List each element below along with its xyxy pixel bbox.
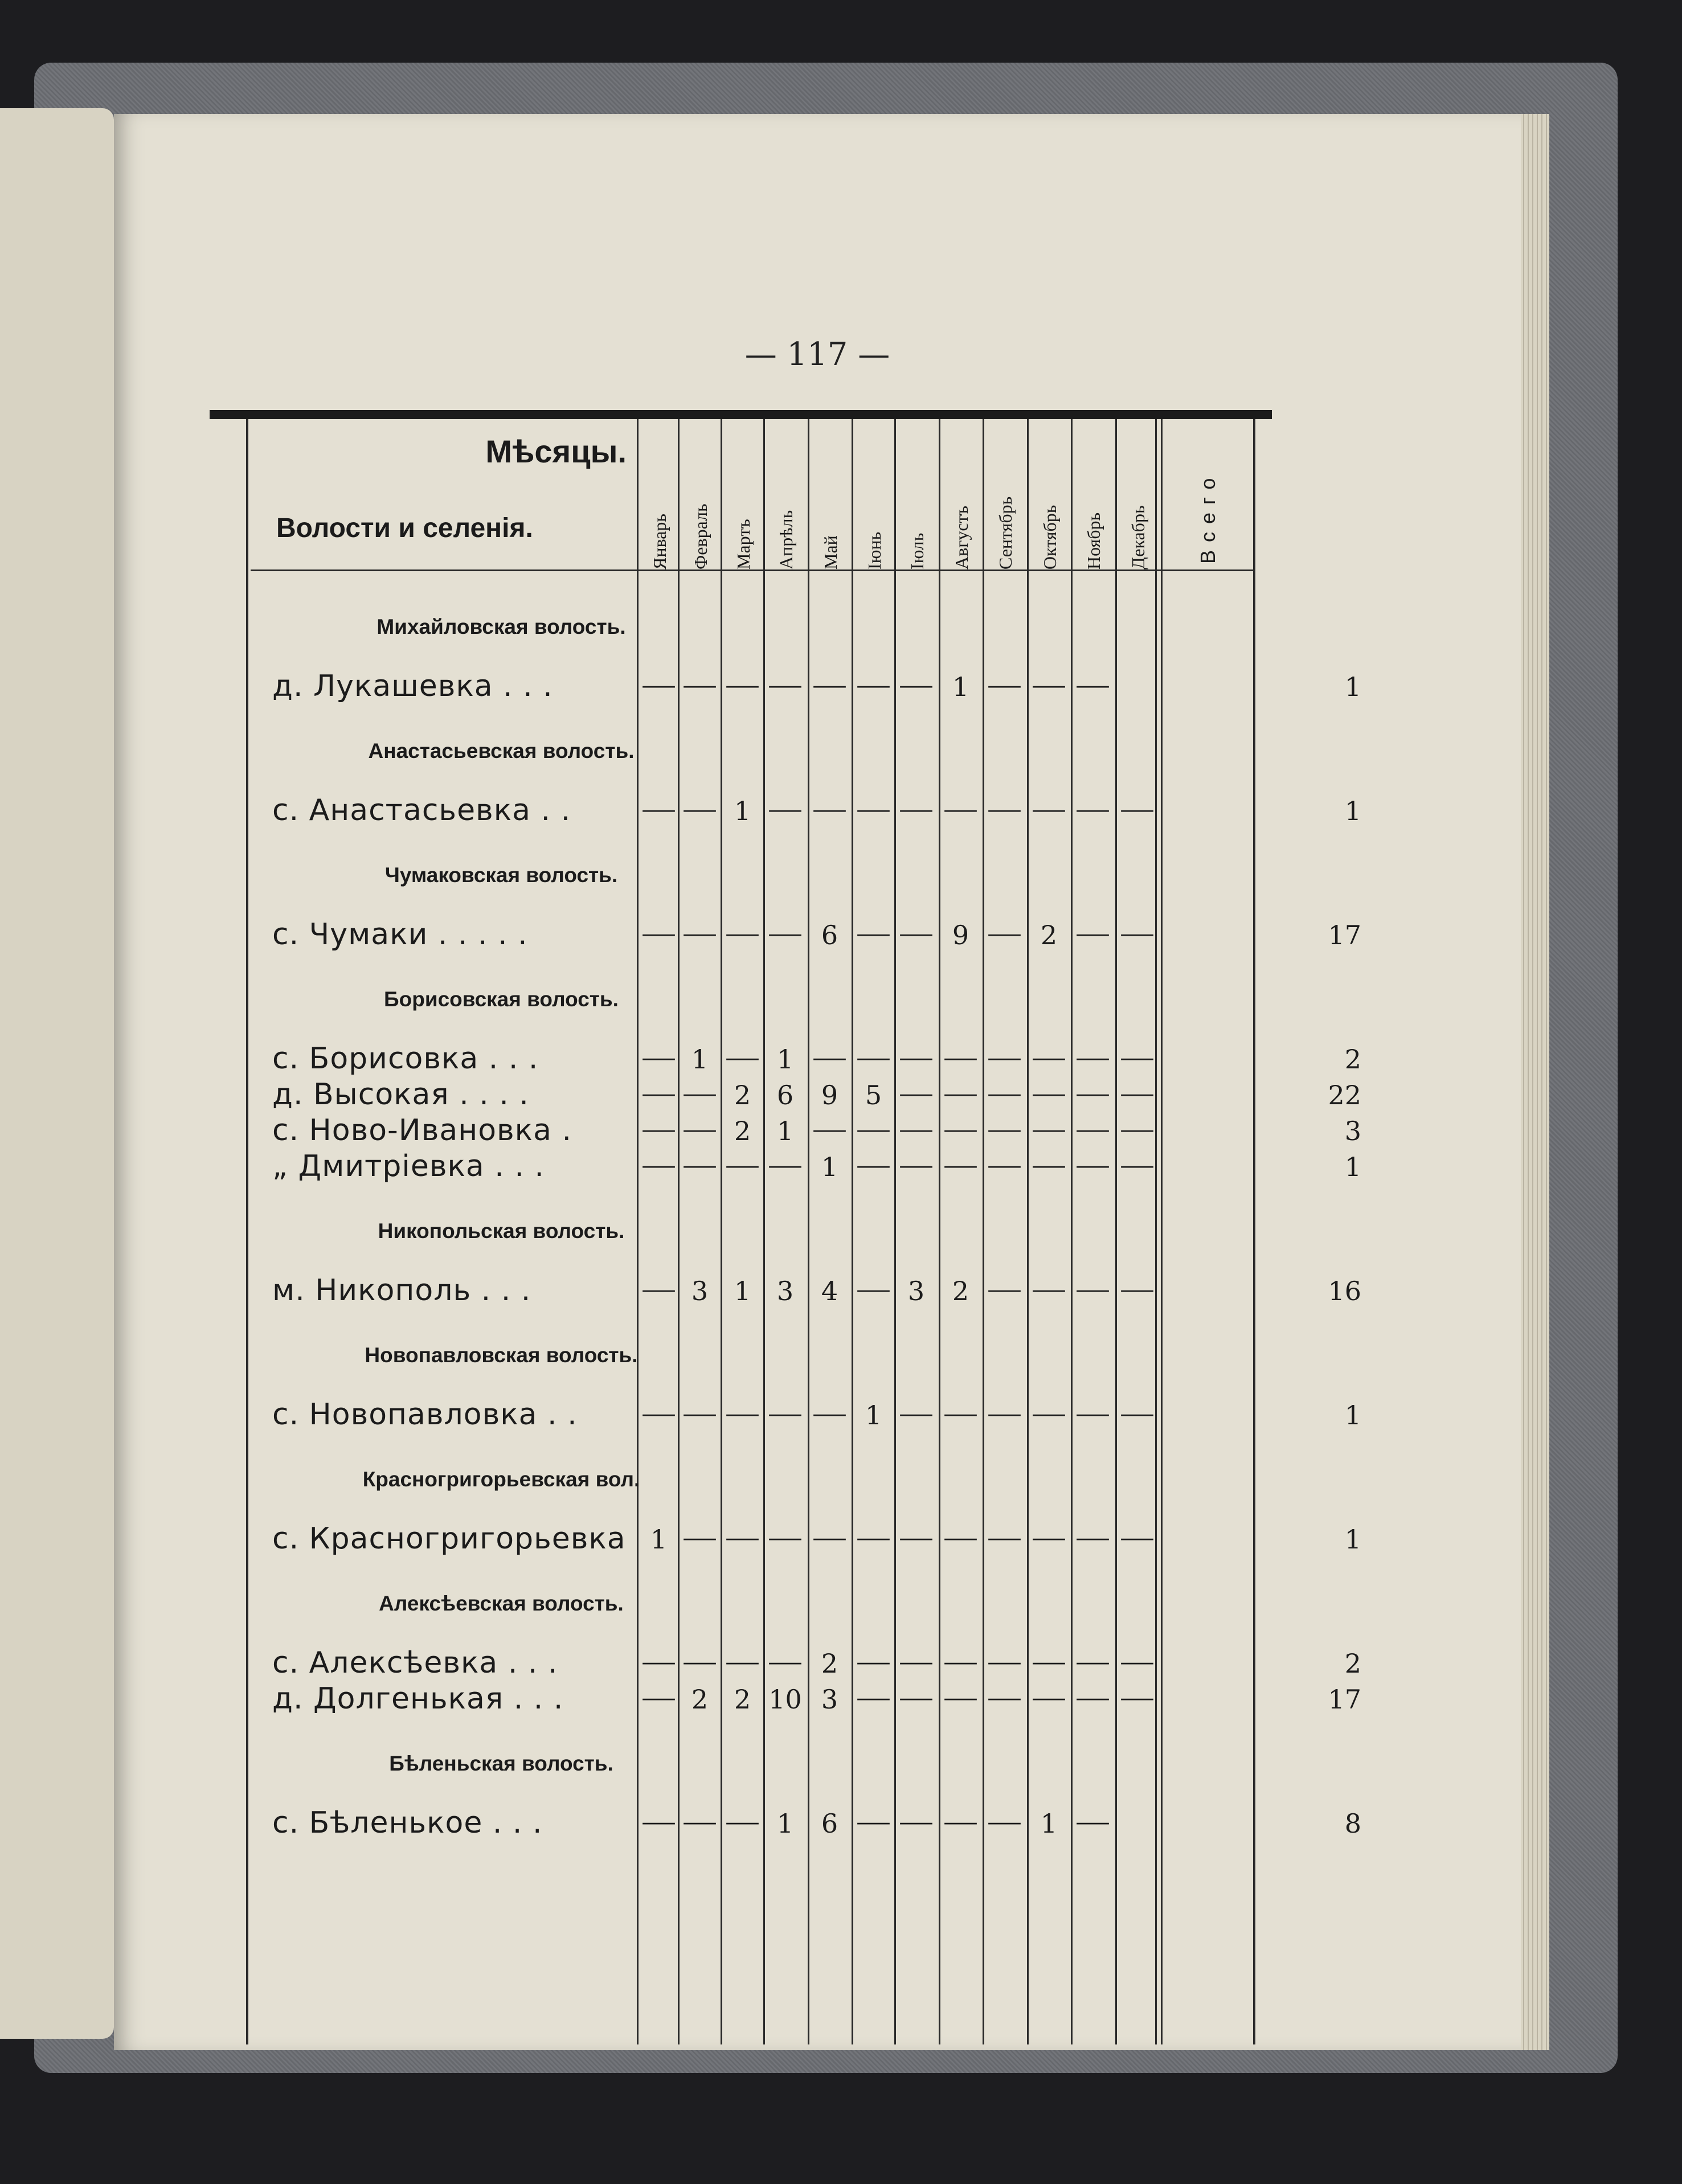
row-total: 1: [1344, 1400, 1361, 1431]
month-value: —: [944, 1146, 977, 1182]
settlement-name: с. Чумаки . . . . .: [272, 917, 528, 952]
month-value: —: [988, 1643, 1021, 1678]
month-value: —: [857, 1271, 890, 1306]
month-value: —: [1077, 1271, 1109, 1306]
month-value: —: [1077, 1395, 1109, 1430]
month-value: 1: [821, 1152, 838, 1182]
settlement-name: с. Борисовка . . .: [272, 1042, 539, 1076]
settlement-name: с. Анастасьевка . .: [272, 793, 571, 827]
month-value: —: [684, 915, 716, 950]
month-value: —: [642, 1643, 675, 1678]
row-total: 2: [1344, 1044, 1361, 1075]
month-value: 2: [1040, 920, 1058, 950]
month-value: 2: [952, 1276, 969, 1306]
column-divider: [808, 419, 809, 2044]
month-value: —: [857, 1519, 890, 1554]
settlement-name: с. Красногригорьевка: [272, 1522, 626, 1556]
row-total: 3: [1344, 1116, 1361, 1146]
month-value: —: [988, 1271, 1021, 1306]
month-value: —: [900, 1643, 932, 1678]
table-right-border: [1253, 419, 1255, 2044]
month-value: —: [857, 1039, 890, 1074]
month-value: —: [857, 666, 890, 702]
month-value: —: [684, 1803, 716, 1838]
month-value: —: [726, 915, 759, 950]
month-value: —: [769, 1643, 801, 1678]
month-value: —: [642, 666, 675, 702]
months-header-label: Мѣсяцы.: [485, 433, 627, 469]
month-header-9: Октябрь: [1040, 505, 1060, 569]
month-header-8: Сентябрь: [995, 496, 1016, 569]
month-value: —: [769, 1519, 801, 1554]
month-value: —: [988, 1039, 1021, 1074]
month-value: 3: [907, 1276, 925, 1306]
month-value: —: [1121, 915, 1153, 950]
month-value: —: [944, 1679, 977, 1714]
month-value: —: [1077, 1803, 1109, 1838]
row-total: 1: [1344, 671, 1361, 702]
month-value: —: [988, 1679, 1021, 1714]
month-value: 4: [821, 1276, 838, 1306]
month-value: —: [769, 790, 801, 826]
month-value: —: [1121, 1679, 1153, 1714]
month-value: —: [1033, 1679, 1065, 1714]
month-value: —: [1121, 1643, 1153, 1678]
settlement-name: м. Никополь . . .: [272, 1273, 531, 1308]
month-value: 6: [821, 1808, 838, 1839]
month-value: —: [642, 1039, 675, 1074]
month-value: —: [1033, 1519, 1065, 1554]
month-header-2: Мартъ: [733, 519, 754, 569]
volost-heading: Чумаковская волость.: [384, 863, 618, 887]
month-value: —: [988, 1519, 1021, 1554]
row-total: 1: [1344, 1524, 1361, 1555]
column-divider: [1115, 419, 1117, 2044]
month-value: —: [900, 1075, 932, 1110]
month-value: 1: [776, 1116, 794, 1146]
month-value: 9: [821, 1080, 838, 1111]
rows-header-label: Волости и селенія.: [276, 513, 533, 543]
month-value: —: [1077, 1075, 1109, 1110]
month-value: —: [988, 1075, 1021, 1110]
month-header-11: Декабрь: [1128, 505, 1148, 569]
month-value: —: [944, 1643, 977, 1678]
month-value: 5: [865, 1080, 882, 1111]
settlement-name: д. Долгенькая . . .: [272, 1682, 564, 1716]
month-value: —: [857, 915, 890, 950]
month-value: —: [684, 1519, 716, 1554]
month-value: —: [1033, 1039, 1065, 1074]
header-bottom-rule: [251, 569, 1253, 571]
month-value: 2: [734, 1684, 751, 1715]
month-value: —: [1033, 1075, 1065, 1110]
month-value: —: [944, 1395, 977, 1430]
month-value: —: [726, 1039, 759, 1074]
month-value: —: [1077, 1679, 1109, 1714]
month-value: —: [813, 1039, 846, 1074]
month-value: 1: [776, 1808, 794, 1839]
month-value: 2: [821, 1648, 838, 1679]
month-value: —: [769, 1395, 801, 1430]
month-value: —: [642, 1271, 675, 1306]
month-value: —: [1033, 1146, 1065, 1182]
month-value: —: [900, 1679, 932, 1714]
row-total: 22: [1328, 1080, 1361, 1111]
month-value: —: [813, 1395, 846, 1430]
table-top-rule: [210, 410, 1272, 419]
row-total: 8: [1344, 1808, 1361, 1839]
month-value: —: [1033, 1395, 1065, 1430]
book-page: [114, 114, 1521, 2050]
month-value: —: [1033, 666, 1065, 702]
month-value: —: [900, 1395, 932, 1430]
month-value: —: [944, 1111, 977, 1146]
row-total: 1: [1344, 1152, 1361, 1182]
month-value: —: [769, 915, 801, 950]
month-value: —: [642, 1803, 675, 1838]
row-total: 1: [1344, 796, 1361, 826]
month-value: —: [988, 1111, 1021, 1146]
month-value: —: [684, 790, 716, 826]
month-value: —: [642, 1146, 675, 1182]
month-value: 2: [734, 1080, 751, 1111]
row-total: 16: [1328, 1276, 1361, 1306]
month-value: 10: [768, 1684, 802, 1715]
month-value: —: [684, 1146, 716, 1182]
settlement-name: с. Бѣленькое . . .: [272, 1806, 543, 1840]
month-value: —: [900, 1803, 932, 1838]
month-value: —: [726, 1395, 759, 1430]
month-value: —: [857, 1111, 890, 1146]
month-value: —: [1077, 666, 1109, 702]
month-value: —: [1077, 915, 1109, 950]
settlement-name: д. Высокая . . . .: [272, 1077, 529, 1112]
month-header-4: Май: [820, 535, 841, 569]
month-value: 1: [650, 1524, 668, 1555]
month-value: —: [1077, 1146, 1109, 1182]
column-divider: [939, 419, 940, 2044]
month-value: —: [684, 1111, 716, 1146]
settlement-name: с. Ново-Ивановка .: [272, 1113, 572, 1148]
month-value: —: [1121, 1519, 1153, 1554]
month-value: —: [684, 1643, 716, 1678]
month-value: —: [857, 790, 890, 826]
month-value: —: [900, 666, 932, 702]
month-value: —: [1121, 790, 1153, 826]
month-value: 6: [821, 920, 838, 950]
month-value: 2: [734, 1116, 751, 1146]
month-value: —: [1077, 1111, 1109, 1146]
month-value: —: [944, 1075, 977, 1110]
month-value: —: [900, 1519, 932, 1554]
settlement-name: „ Дмитріевка . . .: [272, 1149, 545, 1183]
month-value: 1: [734, 1276, 751, 1306]
month-value: —: [1077, 1643, 1109, 1678]
month-value: —: [988, 666, 1021, 702]
month-value: —: [769, 666, 801, 702]
volost-heading: Новопавловская волость.: [365, 1343, 638, 1367]
month-value: —: [1033, 1111, 1065, 1146]
month-value: —: [1077, 790, 1109, 826]
month-value: —: [900, 1146, 932, 1182]
month-value: —: [1121, 1075, 1153, 1110]
month-value: 1: [865, 1400, 882, 1431]
month-value: —: [857, 1146, 890, 1182]
month-header-0: Январь: [649, 514, 670, 569]
month-header-10: Ноябрь: [1083, 512, 1104, 569]
row-total: 17: [1328, 920, 1361, 950]
total-divider: [1161, 419, 1163, 2044]
month-value: —: [857, 1643, 890, 1678]
column-divider: [1155, 419, 1157, 2044]
volost-heading: Алексѣевская волость.: [379, 1592, 624, 1615]
month-value: 9: [952, 920, 969, 950]
month-value: —: [642, 790, 675, 826]
month-value: —: [642, 1075, 675, 1110]
month-value: 3: [776, 1276, 794, 1306]
month-value: —: [857, 1679, 890, 1714]
month-value: —: [900, 1111, 932, 1146]
row-total: 17: [1328, 1684, 1361, 1715]
month-value: —: [944, 1803, 977, 1838]
column-divider: [894, 419, 896, 2044]
month-value: —: [813, 1111, 846, 1146]
month-value: —: [813, 790, 846, 826]
month-value: 3: [691, 1276, 709, 1306]
month-value: —: [1121, 1039, 1153, 1074]
month-value: 2: [691, 1684, 709, 1715]
volost-heading: Бѣленьская волость.: [389, 1752, 613, 1775]
month-value: —: [1033, 1643, 1065, 1678]
month-value: 3: [821, 1684, 838, 1715]
volost-heading: Красногригорьевская вол.: [362, 1468, 640, 1491]
settlement-name: с. Алексѣевка . . .: [272, 1646, 558, 1680]
page-number: — 117 —: [744, 336, 890, 373]
month-value: —: [684, 666, 716, 702]
row-total: 2: [1344, 1648, 1361, 1679]
month-value: —: [1077, 1039, 1109, 1074]
month-value: —: [1121, 1146, 1153, 1182]
volost-heading: Анастасьевская волость.: [368, 739, 635, 763]
month-value: —: [726, 1519, 759, 1554]
month-value: —: [1121, 1395, 1153, 1430]
month-value: —: [726, 1146, 759, 1182]
month-value: —: [1121, 1271, 1153, 1306]
month-value: —: [726, 1643, 759, 1678]
month-value: —: [642, 1679, 675, 1714]
month-value: 1: [691, 1044, 709, 1075]
column-divider: [852, 419, 853, 2044]
column-divider: [983, 419, 984, 2044]
month-value: —: [900, 915, 932, 950]
month-value: —: [726, 666, 759, 702]
month-header-7: Августъ: [951, 505, 972, 569]
table-left-border: [246, 419, 248, 2044]
month-value: —: [684, 1075, 716, 1110]
month-value: —: [1033, 1271, 1065, 1306]
volost-heading: Михайловская волость.: [376, 615, 626, 638]
month-value: —: [642, 915, 675, 950]
month-header-1: Февраль: [690, 503, 711, 569]
month-value: —: [988, 790, 1021, 826]
month-value: —: [726, 1803, 759, 1838]
facing-page: [0, 108, 114, 2039]
month-value: —: [684, 1395, 716, 1430]
month-value: 1: [1040, 1808, 1058, 1839]
month-header-3: Апрѣль: [776, 510, 796, 569]
month-value: —: [988, 1146, 1021, 1182]
month-value: —: [642, 1111, 675, 1146]
month-value: —: [857, 1803, 890, 1838]
column-divider: [1027, 419, 1029, 2044]
month-value: —: [1033, 790, 1065, 826]
month-value: —: [944, 1039, 977, 1074]
month-value: —: [1121, 1111, 1153, 1146]
volost-heading: Никопольская волость.: [378, 1219, 625, 1243]
volost-heading: Борисовская волость.: [384, 987, 619, 1011]
month-value: —: [900, 790, 932, 826]
settlement-name: с. Новопавловка . .: [272, 1398, 578, 1432]
month-value: —: [988, 1803, 1021, 1838]
month-value: —: [769, 1146, 801, 1182]
settlement-name: д. Лукашевка . . .: [272, 669, 553, 703]
month-value: 1: [776, 1044, 794, 1075]
month-value: —: [900, 1039, 932, 1074]
month-value: —: [813, 666, 846, 702]
month-value: —: [642, 1395, 675, 1430]
total-header: Всего: [1196, 470, 1219, 564]
month-header-6: Іюль: [907, 532, 927, 569]
month-value: —: [944, 790, 977, 826]
column-divider: [1071, 419, 1073, 2044]
month-value: 1: [952, 671, 969, 702]
month-header-5: Іюнь: [864, 531, 885, 569]
month-value: —: [988, 1395, 1021, 1430]
month-value: —: [988, 915, 1021, 950]
month-value: 1: [734, 796, 751, 826]
month-value: —: [1077, 1519, 1109, 1554]
month-value: —: [944, 1519, 977, 1554]
column-divider: [763, 419, 765, 2044]
month-value: —: [813, 1519, 846, 1554]
month-value: 6: [776, 1080, 794, 1111]
